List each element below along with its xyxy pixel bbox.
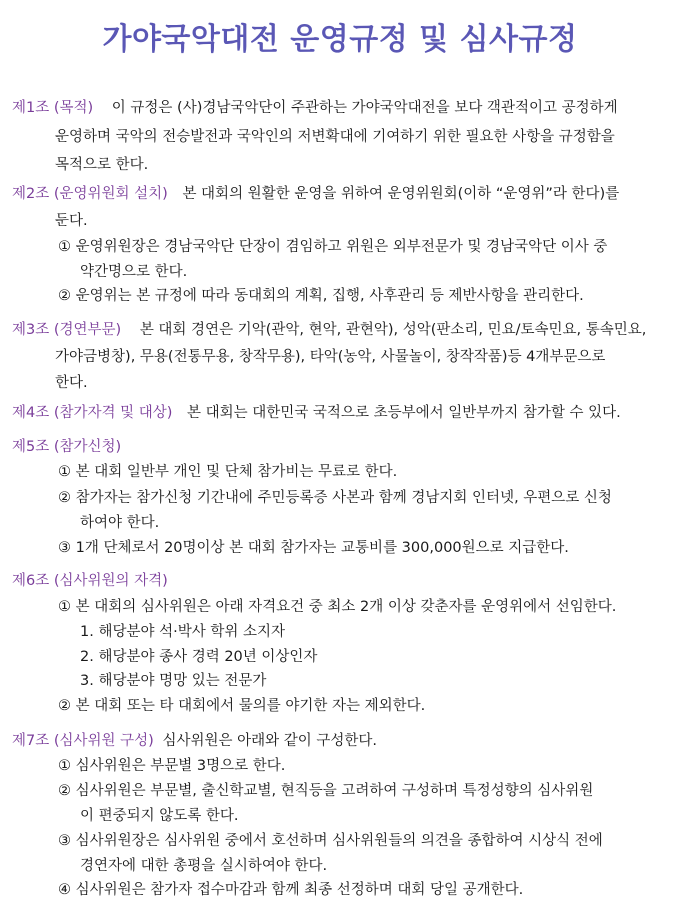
article-4-text-line: 본 대회는 대한민국 국적으로 초등부에서 일반부까지 참가할 수 있다. — [187, 405, 621, 421]
article-1-text-line: 운영하며 국악의 전승발전과 국악인의 저변확대에 기여하기 위한 필요한 사항을 규정함을 — [55, 129, 615, 145]
article-2-item-2: ② 운영위는 본 규정에 따라 동대회의 계획, 집행, 사후관리 등 제반사항을 관리한다. — [58, 288, 584, 304]
article-6-item-2: ② 본 대회 또는 타 대회에서 물의를 야기한 자는 제외한다. — [58, 698, 426, 714]
article-6-sub-2: 2. 해당분야 종사 경력 20년 이상인자 — [80, 649, 318, 665]
document-title: 가야국악대전 운영규정 및 심사규정 — [102, 22, 578, 57]
article-3-text-line: 본 대회 경연은 기악(관악, 현악, 관현악), 성악(판소리, 민요/토속민요, 통속민요, — [139, 322, 647, 338]
article-7-item-4: ④ 심사위원은 참가자 접수마감과 함께 최종 선정하며 대회 당일 공개한다. — [58, 882, 524, 898]
article-4-heading: 제4조 (참가자격 및 대상) — [12, 405, 173, 421]
article-6-sub-1: 1. 해당분야 석·박사 학위 소지자 — [80, 624, 285, 640]
article-7-item-2: ② 심사위원은 부문별, 출신학교별, 현직등을 고려하여 구성하며 특정성향의 심사위원 — [58, 783, 594, 799]
article-6-sub-3: 3. 해당분야 명망 있는 전문가 — [80, 673, 267, 689]
article-7-heading: 제7조 (심사위원 구성) — [12, 733, 154, 749]
article-5-item-3: ③ 1개 단체로서 20명이상 본 대회 참가자는 교통비를 300,000원으로 지급한다. — [58, 540, 569, 556]
article-4-first-line — [12, 403, 621, 423]
article-5-item-1: ① 본 대회 일반부 개인 및 단체 참가비는 무료로 한다. — [58, 464, 398, 480]
article-6-heading: 제6조 (심사위원의 자격) — [12, 573, 168, 589]
article-3-heading: 제3조 (경연부문) — [12, 322, 122, 338]
article-7-item-3: ③ 심사위원장은 심사위원 중에서 호선하며 심사위원들의 의견을 종합하여 시상식 전에 — [58, 833, 603, 849]
article-1-first-line — [12, 98, 618, 118]
article-7-item-3-cont: 경연자에 대한 총평을 실시하여야 한다. — [80, 858, 328, 874]
article-3-text-line: 한다. — [55, 375, 88, 391]
article-2-first-line — [12, 184, 619, 204]
article-7-first-line — [12, 731, 377, 751]
article-3-text-line: 가야금병창), 무용(전통무용, 창작무용), 타악(농악, 사물놀이, 창작작품)등 4개부문으로 — [55, 349, 606, 365]
article-7-item-1: ① 심사위원은 부문별 3명으로 한다. — [58, 758, 286, 774]
article-7-text-line: 심사위원은 아래와 같이 구성한다. — [162, 733, 377, 749]
article-7-item-2-cont: 이 편중되지 않도록 한다. — [80, 808, 239, 824]
article-2-heading: 제2조 (운영위원회 설치) — [12, 186, 168, 202]
article-1-text-line: 목적으로 한다. — [55, 157, 149, 173]
article-3-first-line — [12, 320, 646, 340]
article-2-text-line: 둔다. — [55, 213, 88, 229]
article-5-item-2: ② 참가자는 참가신청 기간내에 주민등록증 사본과 함께 경남지회 인터넷, 우편으로 신청 — [58, 490, 612, 506]
article-1-text-line: 이 규정은 (사)경남국악단이 주관하는 가야국악대전을 보다 객관적이고 공정하게 — [111, 100, 618, 116]
article-2-item-1: ① 운영위원장은 경남국악단 단장이 겸임하고 위원은 외부전문가 및 경남국악단 이사 중 — [58, 239, 608, 255]
article-6-item-1: ① 본 대회의 심사위원은 아래 자격요건 중 최소 2개 이상 갖춘자를 운영위에서 선임한다. — [58, 599, 617, 615]
article-5-heading: 제5조 (참가신청) — [12, 439, 122, 455]
article-1-heading: 제1조 (목적) — [12, 100, 94, 116]
article-2-text-line: 본 대회의 원활한 운영을 위하여 운영위원회(이하 “운영위”라 한다)를 — [182, 186, 620, 202]
article-5-item-2-cont: 하여야 한다. — [80, 515, 160, 531]
article-2-item-1-cont: 약간명으로 한다. — [80, 264, 188, 280]
